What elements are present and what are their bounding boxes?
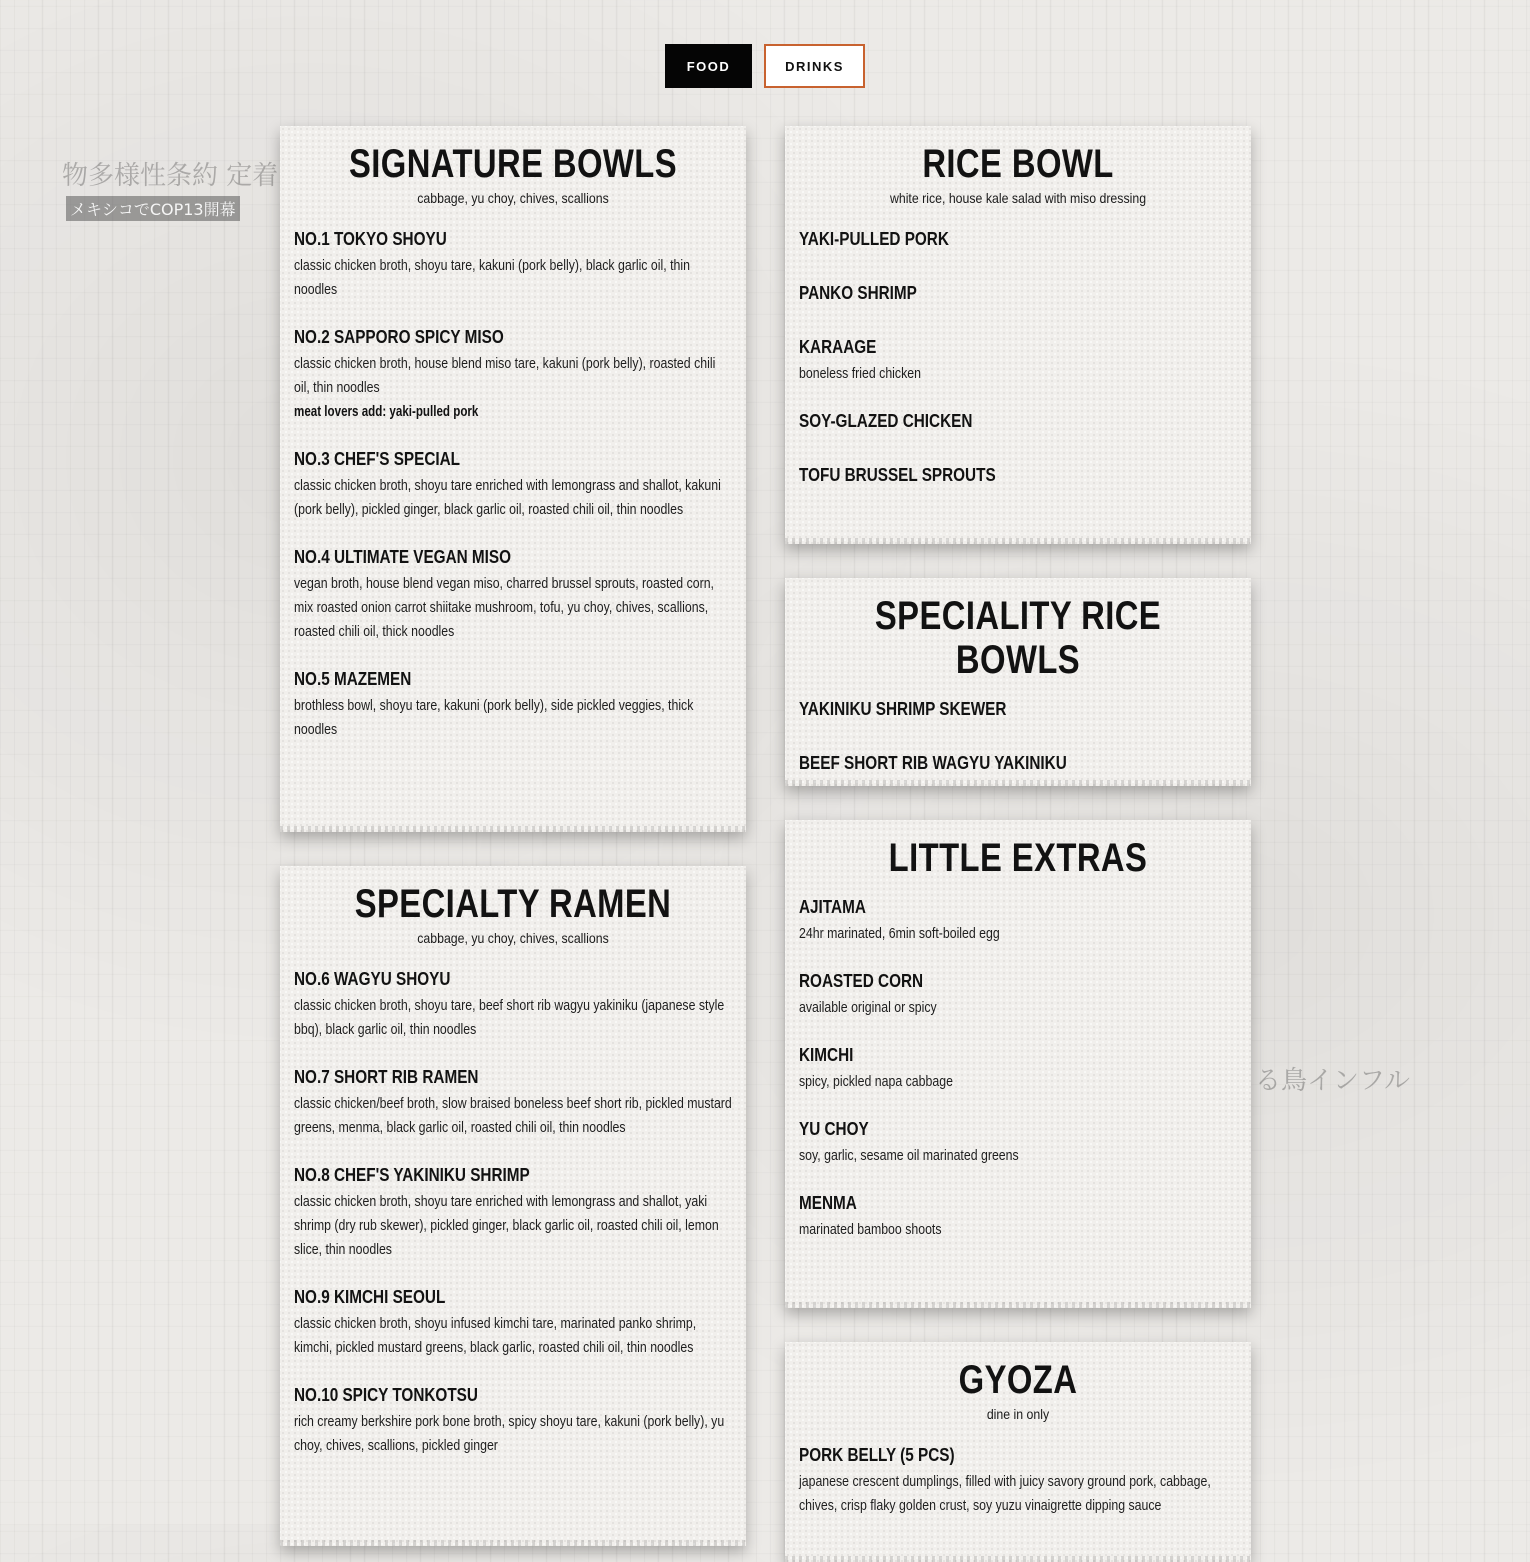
menu-item (799, 970, 1237, 1020)
menu-item-name: BEEF SHORT RIB WAGYU YAKINIKU (799, 753, 1067, 773)
menu-item-description: rich creamy berkshire pork bone broth, spicy shoyu tare, kakuni (pork belly), yu choy, chives, scallions, pickled ginger (294, 1414, 725, 1454)
menu-item (294, 668, 732, 742)
menu-item-name: NO.2 SAPPORO SPICY MISO (294, 327, 504, 347)
menu-item-name: NO.5 MAZEMEN (294, 669, 412, 689)
menu-item-name: ROASTED CORN (799, 971, 924, 991)
menu-item (294, 1384, 732, 1458)
menu-item (799, 1444, 1237, 1518)
section-title: SIGNATURE BOWLS (348, 142, 678, 186)
menu-item (799, 336, 1237, 386)
menu-item-name: YU CHOY (799, 1119, 869, 1139)
menu-tabs (665, 44, 865, 88)
menu-item-description: boneless fried chicken (799, 366, 921, 382)
menu-item-name: KIMCHI (799, 1045, 854, 1065)
menu-item-addon: meat lovers add: yaki-pulled pork (294, 404, 479, 420)
menu-item-description: classic chicken broth, shoyu infused kimchi tare, marinated panko shrimp, kimchi, pickled mustard greens, black garlic, roasted chili oil, thin noodles (294, 1316, 697, 1356)
section-subtitle: cabbage, yu choy, chives, scallions (417, 190, 609, 206)
menu-section-gyoza (785, 1342, 1251, 1562)
menu-item-name: YAKI-PULLED PORK (799, 229, 949, 249)
menu-item-description: classic chicken broth, shoyu tare, beef short rib wagyu yakiniku (japanese style bbq), black garlic oil, thin noodles (294, 998, 725, 1038)
menu-item-name: NO.7 SHORT RIB RAMEN (294, 1067, 479, 1087)
section-subtitle: white rice, house kale salad with miso dressing (889, 190, 1147, 206)
menu-item-description: classic chicken/beef broth, slow braised boneless beef short rib, pickled mustard greens, menma, black garlic oil, roasted chili oil, thin noodles (294, 1096, 732, 1136)
section-title: SPECIALTY RAMEN (354, 882, 672, 926)
menu-item-name: PORK BELLY (5 PCS) (799, 1445, 955, 1465)
menu-item (799, 896, 1237, 946)
menu-item (294, 448, 732, 522)
section-title: SPECIALITY RICE BOWLS (874, 594, 1162, 682)
menu-item-name: MENMA (799, 1193, 857, 1213)
menu-item-name: YAKINIKU SHRIMP SKEWER (799, 699, 1007, 719)
menu-item-description: classic chicken broth, shoyu tare enriched with lemongrass and shallot, kakuni (pork belly), pickled ginger, black garlic oil, roasted chili oil, thin noodles (294, 478, 721, 518)
menu-item (799, 752, 1237, 774)
menu-item-description: brothless bowl, shoyu tare, kakuni (pork belly), side pickled veggies, thick noodles (294, 698, 694, 738)
menu-item-name: PANKO SHRIMP (799, 283, 917, 303)
menu-item-description: marinated bamboo shoots (799, 1222, 942, 1238)
menu-section-specialty-ramen (280, 866, 746, 1546)
menu-item-name: SOY-GLAZED CHICKEN (799, 411, 973, 431)
menu-item-description: classic chicken broth, shoyu tare, kakuni (pork belly), black garlic oil, thin noodles (294, 258, 690, 298)
menu-item-description: classic chicken broth, house blend miso tare, kakuni (pork belly), roasted chili oil, thin noodles (294, 356, 716, 396)
section-subtitle: cabbage, yu choy, chives, scallions (417, 930, 609, 946)
menu-item-description: soy, garlic, sesame oil marinated greens (799, 1148, 1019, 1164)
menu-item (799, 282, 1237, 304)
tab-food[interactable]: FOOD (665, 44, 752, 88)
menu-item-name: NO.8 CHEF'S YAKINIKU SHRIMP (294, 1165, 530, 1185)
newspaper-background-headline: メキシコでCOP13開幕 (66, 196, 240, 221)
menu-section-signature-bowls (280, 126, 746, 832)
section-subtitle: dine in only (986, 1406, 1050, 1422)
menu-section-speciality-rice-bowls (785, 578, 1251, 786)
menu-item (294, 326, 732, 424)
newspaper-background: 物多様性条約 定着 (62, 161, 279, 191)
menu-item-description: 24hr marinated, 6min soft-boiled egg (799, 926, 1000, 942)
menu-item-name: TOFU BRUSSEL SPROUTS (799, 465, 996, 485)
menu-item-name: NO.9 KIMCHI SEOUL (294, 1287, 446, 1307)
section-title: RICE BOWL (922, 142, 1114, 186)
menu-item (294, 228, 732, 302)
menu-item-description: vegan broth, house blend vegan miso, charred brussel sprouts, roasted corn, mix roasted onion carrot shiitake mushroom, tofu, yu choy, chives, scallions, roasted chili oil, thick noodles (294, 576, 714, 640)
menu-item-description: japanese crescent dumplings, filled with juicy savory ground pork, cabbage, chives, crisp flaky golden crust, soy yuzu vinaigrette dipping sauce (799, 1474, 1211, 1514)
menu-item-name: NO.6 WAGYU SHOYU (294, 969, 451, 989)
menu-item-name: AJITAMA (799, 897, 866, 917)
menu-item (799, 698, 1237, 720)
menu-item (294, 1164, 732, 1262)
menu-item (799, 410, 1237, 432)
menu-item-description: classic chicken broth, shoyu tare enriched with lemongrass and shallot, yaki shrimp (dry rub skewer), pickled ginger, black garlic oil, roasted chili oil, lemon slice, thin noodles (294, 1194, 719, 1258)
menu-item-description: available original or spicy (799, 1000, 937, 1016)
menu-item-name: NO.3 CHEF'S SPECIAL (294, 449, 461, 469)
menu-item (294, 1066, 732, 1140)
menu-item (799, 1192, 1237, 1242)
section-title: LITTLE EXTRAS (888, 836, 1148, 880)
tab-drinks[interactable]: DRINKS (764, 44, 865, 88)
menu-item-name: KARAAGE (799, 337, 877, 357)
menu-item (799, 464, 1237, 486)
menu-item (294, 1286, 732, 1360)
menu-item-name: NO.10 SPICY TONKOTSU (294, 1385, 478, 1405)
menu-item (294, 968, 732, 1042)
menu-section-little-extras (785, 820, 1251, 1308)
menu-item-description: spicy, pickled napa cabbage (799, 1074, 953, 1090)
menu-item-name: NO.4 ULTIMATE VEGAN MISO (294, 547, 512, 567)
menu-item-name: NO.1 TOKYO SHOYU (294, 229, 447, 249)
menu-item (799, 228, 1237, 250)
menu-item (294, 546, 732, 644)
newspaper-background-headline: る鳥インフル (1255, 1066, 1410, 1096)
menu-item (799, 1044, 1237, 1094)
menu-section-rice-bowl (785, 126, 1251, 544)
menu-item (799, 1118, 1237, 1168)
section-title: GYOZA (958, 1358, 1078, 1402)
